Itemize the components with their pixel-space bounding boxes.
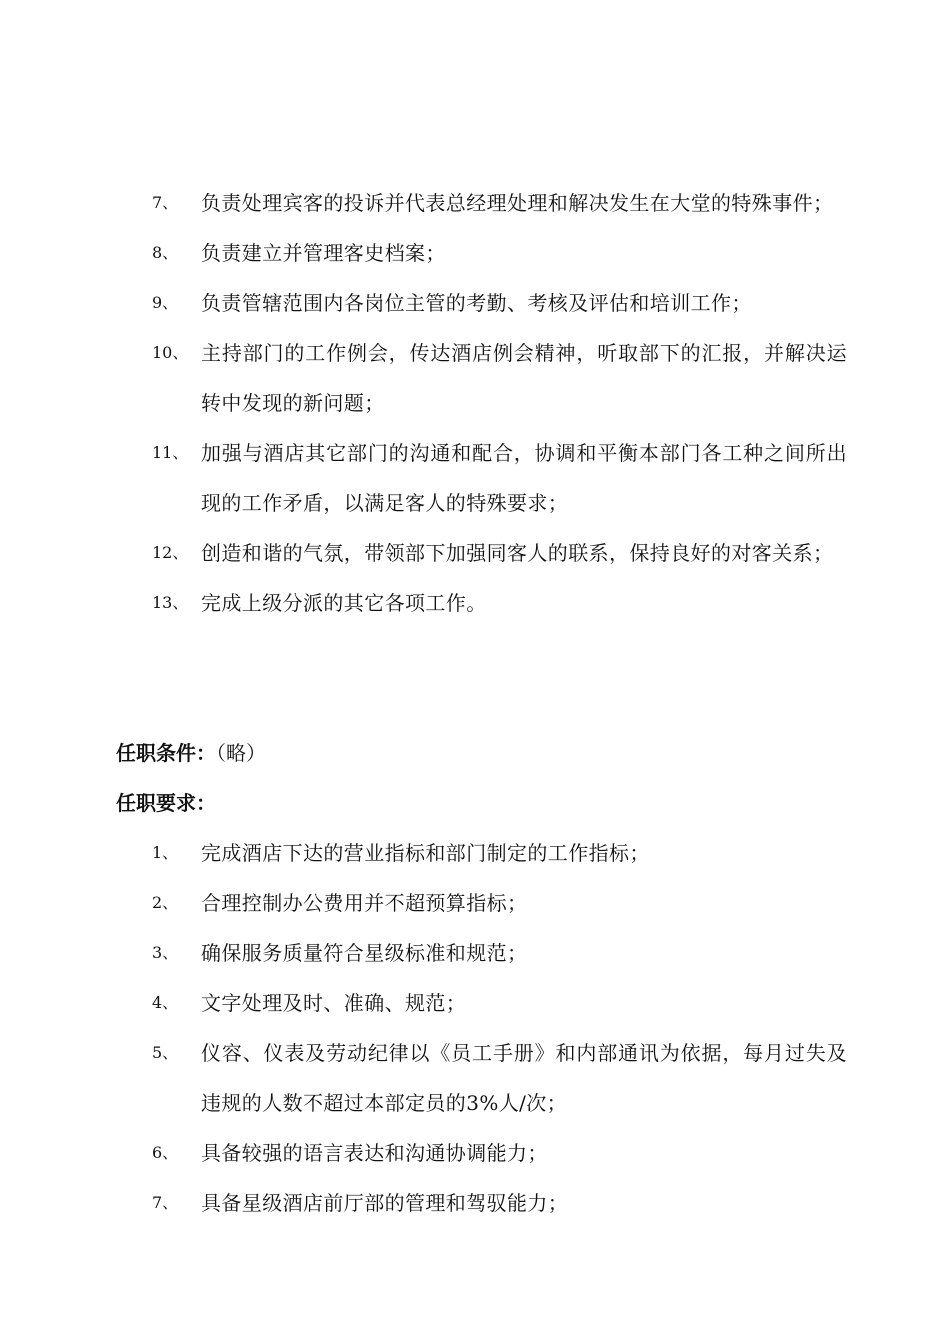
list-item [0,328,950,428]
item-number: 11、 [152,443,189,462]
list-item [0,1178,950,1228]
item-number: 9、 [152,293,179,312]
list-item [0,278,950,328]
list-item [0,178,950,228]
item-text: 确保服务质量符合星级标准和规范； [201,941,528,965]
item-text: 主持部门的工作例会，传达酒店例会精神，听取部下的汇报，并解决运转中发现的新问题； [201,341,847,415]
list-item [0,978,950,1028]
requirements-heading [116,778,216,828]
item-number: 6、 [152,1143,179,1162]
item-number: 8、 [152,243,179,262]
item-number: 2、 [152,893,179,912]
item-text: 负责处理宾客的投诉并代表总经理处理和解决发生在大堂的特殊事件； [201,191,834,215]
item-number: 3、 [152,943,179,962]
item-text: 合理控制办公费用并不超预算指标； [201,891,528,915]
list-item [0,228,950,278]
requirements-list [0,828,950,1228]
item-number: 5、 [152,1043,179,1062]
requirements-label: 任职要求： [116,791,216,815]
list-item [0,828,950,878]
item-number: 4、 [152,993,179,1012]
item-number: 12、 [152,543,189,562]
item-text: 完成酒店下达的营业指标和部门制定的工作指标； [201,841,650,865]
qualifications-value: （略） [216,741,266,765]
item-number: 7、 [152,193,179,212]
list-item [0,428,950,528]
list-item [0,578,950,628]
item-number: 10、 [152,343,189,362]
item-number: 13、 [152,593,189,612]
item-text: 完成上级分派的其它各项工作。 [201,591,487,615]
list-item [0,1128,950,1178]
duties-list [0,178,950,628]
item-text: 仪容、仪表及劳动纪律以《员工手册》和内部通讯为依据，每月过失及违规的人数不超过本部定员的3%人/次； [201,1041,847,1115]
item-text: 负责管辖范围内各岗位主管的考勤、考核及评估和培训工作； [201,291,752,315]
list-item [0,928,950,978]
item-text: 文字处理及时、准确、规范； [201,991,467,1015]
list-item [0,528,950,578]
item-text: 具备较强的语言表达和沟通协调能力； [201,1141,548,1165]
qualifications-heading [116,728,266,778]
qualifications-label: 任职条件： [116,741,216,765]
item-text: 创造和谐的气氛，带领部下加强同客人的联系，保持良好的对客关系； [201,541,834,565]
list-item [0,1028,950,1128]
item-text: 负责建立并管理客史档案； [201,241,446,265]
item-number: 1、 [152,843,179,862]
item-text: 具备星级酒店前厅部的管理和驾驭能力； [201,1191,569,1215]
list-item [0,878,950,928]
item-number: 7、 [152,1193,179,1212]
item-text: 加强与酒店其它部门的沟通和配合，协调和平衡本部门各工种之间所出现的工作矛盾，以满足客人的特殊要求； [201,441,847,515]
